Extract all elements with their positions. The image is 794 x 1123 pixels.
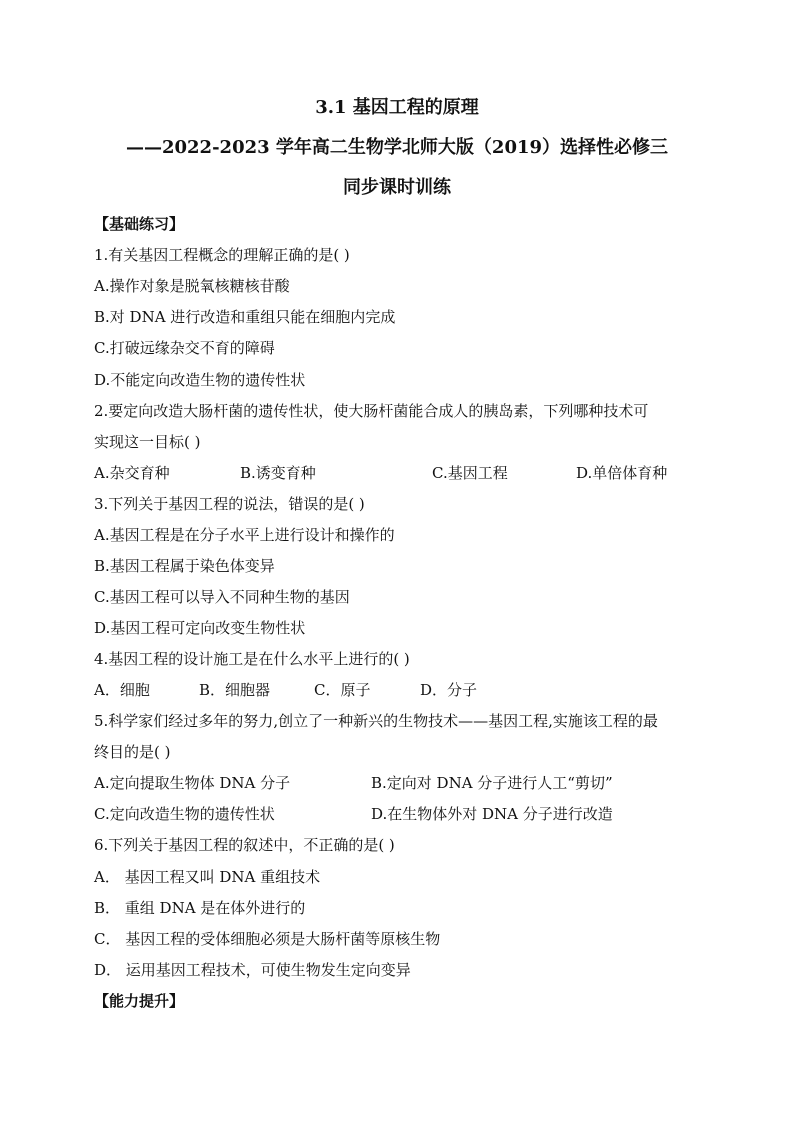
q1-option-a: A.操作对象是脱氧核糖核苷酸 <box>94 277 290 295</box>
q3-option-b: B.基因工程属于染色体变异 <box>94 557 275 575</box>
doc-subtitle-2: 同步课时训练 <box>343 177 451 198</box>
q1-option-d: D.不能定向改造生物的遗传性状 <box>94 371 306 389</box>
q6-option-c: C． 基因工程的受体细胞必须是大肠杆菌等原核生物 <box>94 930 441 948</box>
q3-stem: 3.下列关于基因工程的说法，错误的是( ) <box>94 495 365 513</box>
q2-option-a: A.杂交育种 <box>94 464 170 482</box>
q4-option-c: C．原子 <box>314 681 371 699</box>
section-advanced: 【能力提升】 <box>94 992 185 1010</box>
q5-option-c: C.定向改造生物的遗传性状 <box>94 805 275 823</box>
doc-title: 3.1 基因工程的原理 <box>315 97 479 118</box>
q5-stem-line1: 5.科学家们经过多年的努力,创立了一种新兴的生物技术——基因工程,实施该工程的最 <box>94 712 658 730</box>
q4-stem: 4.基因工程的设计施工是在什么水平上进行的( ) <box>94 650 410 668</box>
q3-option-a: A.基因工程是在分子水平上进行设计和操作的 <box>94 526 395 544</box>
q6-stem: 6.下列关于基因工程的叙述中，不正确的是( ) <box>94 836 395 854</box>
q6-option-d: D． 运用基因工程技术，可使生物发生定向变异 <box>94 961 411 979</box>
q4-option-b: B．细胞器 <box>199 681 271 699</box>
q2-option-d: D.单倍体育种 <box>576 464 668 482</box>
q1-stem: 1.有关基因工程概念的理解正确的是( ) <box>94 246 350 264</box>
q2-stem-line2: 实现这一目标( ) <box>94 433 201 451</box>
q5-option-b: B.定向对 DNA 分子进行人工“剪切” <box>371 774 613 792</box>
q4-option-d: D．分子 <box>420 681 478 699</box>
q6-option-b: B． 重组 DNA 是在体外进行的 <box>94 899 306 917</box>
q3-option-d: D.基因工程可定向改变生物性状 <box>94 619 306 637</box>
q3-option-c: C.基因工程可以导入不同种生物的基因 <box>94 588 350 606</box>
doc-subtitle: ——2022-2023 学年高二生物学北师大版（2019）选择性必修三 <box>125 137 669 158</box>
q2-stem-line1: 2.要定向改造大肠杆菌的遗传性状，使大肠杆菌能合成人的胰岛素，下列哪种技术可 <box>94 402 649 420</box>
q1-option-b: B.对 DNA 进行改造和重组只能在细胞内完成 <box>94 308 396 326</box>
q5-option-a: A.定向提取生物体 DNA 分子 <box>94 774 291 792</box>
q5-stem-line2: 终目的是( ) <box>94 743 171 761</box>
q1-option-c: C.打破远缘杂交不育的障碍 <box>94 339 275 357</box>
q4-option-a: A．细胞 <box>94 681 150 699</box>
q2-option-c: C.基因工程 <box>432 464 508 482</box>
q6-option-a: A． 基因工程又叫 DNA 重组技术 <box>94 868 321 886</box>
q2-option-b: B.诱变育种 <box>240 464 316 482</box>
section-basic: 【基础练习】 <box>94 215 185 233</box>
q5-option-d: D.在生物体外对 DNA 分子进行改造 <box>371 805 613 823</box>
